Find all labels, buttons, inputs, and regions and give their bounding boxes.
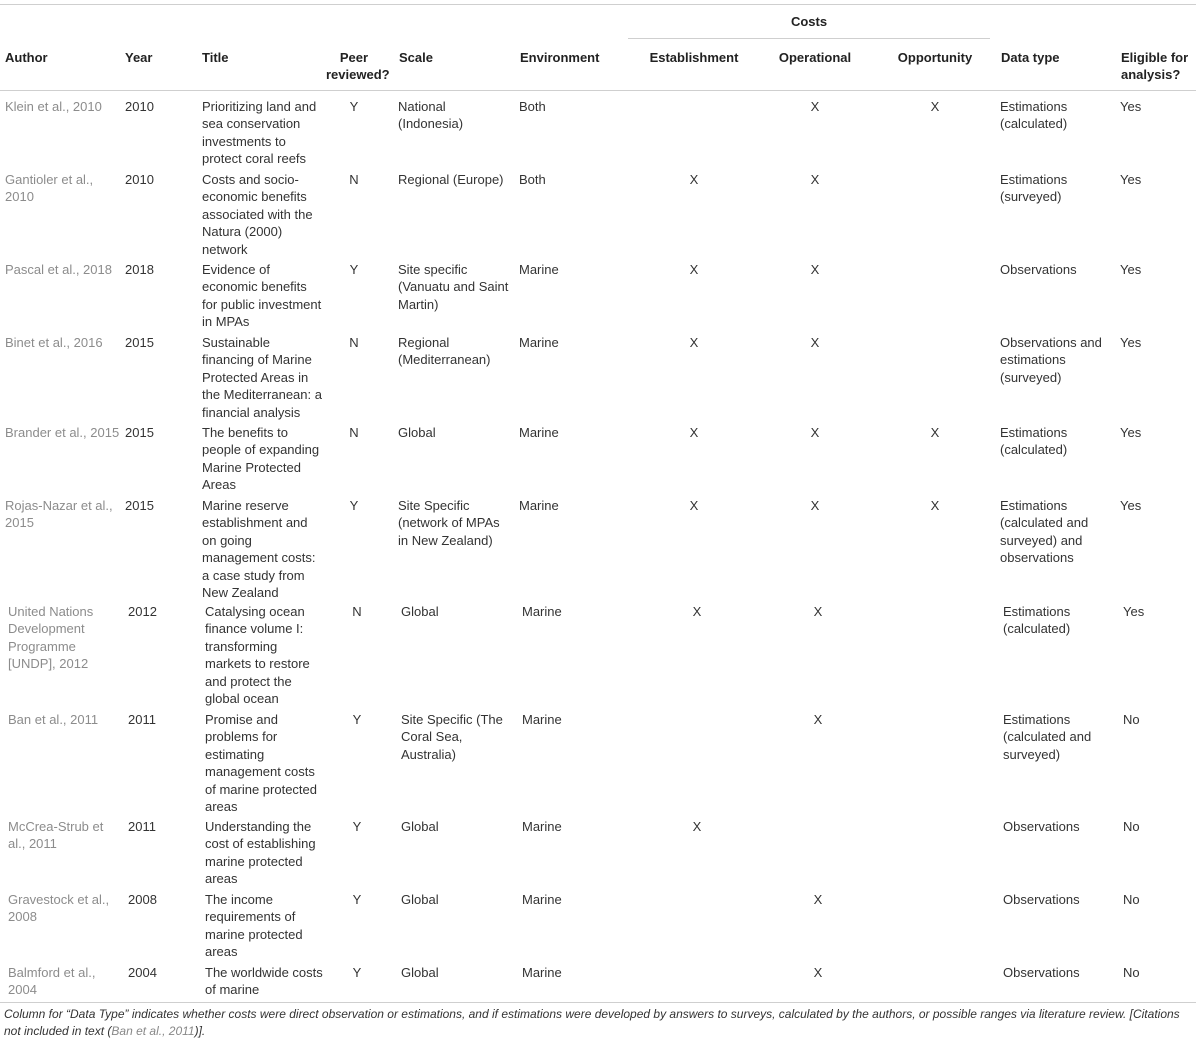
cell-author: Gantioler et al., 2010 bbox=[5, 172, 94, 205]
footnote-text: Column for “Data Type” indicates whether costs were direct observation or estimations, and if estimations were developed by answers to surveys, calculated by the authors, or possible ranges via literature review. [Citations not included in text ( bbox=[4, 1007, 1180, 1038]
cell-peer-reviewed: N bbox=[349, 172, 359, 187]
cell-author: McCrea-Strub et al., 2011 bbox=[8, 819, 104, 852]
cell-establishment: X bbox=[689, 498, 699, 513]
cell-author: Gravestock et al., 2008 bbox=[8, 892, 110, 925]
cell-author: Ban et al., 2011 bbox=[8, 712, 99, 727]
cell-year: 2015 bbox=[125, 425, 154, 440]
cell-scale: Global bbox=[398, 425, 436, 440]
cell-data-type: Estimations (calculated and surveyed) bbox=[1003, 712, 1092, 762]
cell-scale: Global bbox=[401, 892, 439, 907]
cell-eligible: Yes bbox=[1120, 335, 1142, 350]
cell-author: Pascal et al., 2018 bbox=[5, 262, 112, 277]
cell-author: Klein et al., 2010 bbox=[5, 99, 102, 114]
header-eligible: Eligible for analysis? bbox=[1121, 50, 1189, 82]
cell-data-type: Observations bbox=[1003, 965, 1080, 980]
cell-year: 2011 bbox=[128, 712, 156, 727]
cell-eligible: No bbox=[1123, 819, 1140, 834]
cell-scale: National (Indonesia) bbox=[398, 99, 464, 132]
header-environment: Environment bbox=[520, 50, 600, 65]
header-title: Title bbox=[202, 50, 229, 65]
cell-author: Brander et al., 2015 bbox=[5, 425, 120, 440]
cell-author: United Nations Development Programme [UNDP], 2012 bbox=[8, 604, 94, 672]
costs-group-rule bbox=[628, 38, 990, 39]
cell-environment: Both bbox=[519, 99, 546, 114]
header-data-type: Data type bbox=[1001, 50, 1060, 65]
cell-data-type: Estimations (surveyed) bbox=[1000, 172, 1068, 205]
cell-environment: Marine bbox=[522, 892, 562, 907]
cell-environment: Marine bbox=[519, 262, 559, 277]
table-bottom-rule bbox=[0, 1002, 1196, 1003]
header-year: Year bbox=[125, 50, 153, 65]
cell-peer-reviewed: Y bbox=[352, 892, 362, 907]
cell-author: Rojas-Nazar et al., 2015 bbox=[5, 498, 113, 531]
cell-eligible: Yes bbox=[1120, 262, 1142, 277]
cell-title: Marine reserve establishment and on going management costs: a case study from New Zealand bbox=[202, 498, 316, 601]
cell-eligible: Yes bbox=[1120, 99, 1142, 114]
cell-title: Promise and problems for estimating management costs of marine protected areas bbox=[205, 712, 318, 815]
cell-opportunity: X bbox=[930, 498, 940, 513]
cell-author: Balmford et al., 2004 bbox=[8, 965, 96, 998]
cell-environment: Marine bbox=[522, 819, 562, 834]
cell-eligible: Yes bbox=[1120, 172, 1142, 187]
cell-establishment: X bbox=[689, 262, 699, 277]
costs-group-header: Costs bbox=[790, 14, 828, 29]
cell-operational: X bbox=[810, 498, 820, 513]
cell-year: 2012 bbox=[128, 604, 157, 619]
cell-scale: Regional (Europe) bbox=[398, 172, 504, 187]
cell-environment: Marine bbox=[519, 498, 559, 513]
cell-operational: X bbox=[813, 965, 823, 980]
cell-title: Catalysing ocean finance volume I: transforming markets to restore and protect the global ocean bbox=[205, 604, 310, 707]
header-opportunity: Opportunity bbox=[897, 50, 973, 65]
cell-year: 2015 bbox=[125, 335, 154, 350]
cell-year: 2010 bbox=[125, 99, 154, 114]
cell-data-type: Observations bbox=[1003, 892, 1080, 907]
cell-peer-reviewed: Y bbox=[352, 819, 362, 834]
cell-title: Prioritizing land and sea conservation investments to protect coral reefs bbox=[202, 99, 317, 167]
cell-eligible: Yes bbox=[1123, 604, 1145, 619]
cell-establishment: X bbox=[689, 425, 699, 440]
cell-year: 2018 bbox=[125, 262, 154, 277]
header-establishment: Establishment bbox=[649, 50, 739, 65]
cell-opportunity: X bbox=[930, 99, 940, 114]
cell-eligible: Yes bbox=[1120, 425, 1142, 440]
cell-peer-reviewed: N bbox=[352, 604, 362, 619]
cell-peer-reviewed: N bbox=[349, 335, 359, 350]
cell-operational: X bbox=[810, 335, 820, 350]
cell-title: The income requirements of marine protected areas bbox=[205, 892, 303, 960]
cell-title: The benefits to people of expanding Marine Protected Areas bbox=[202, 425, 320, 493]
cell-environment: Marine bbox=[519, 335, 559, 350]
cell-peer-reviewed: Y bbox=[349, 498, 359, 513]
cell-eligible: No bbox=[1123, 965, 1140, 980]
cell-peer-reviewed: Y bbox=[349, 262, 359, 277]
cell-title: Understanding the cost of establishing marine protected areas bbox=[205, 819, 316, 887]
header-peer-reviewed: Peer reviewed? bbox=[326, 50, 390, 82]
cell-establishment: X bbox=[689, 172, 699, 187]
cell-peer-reviewed: Y bbox=[352, 965, 362, 980]
cell-eligible: Yes bbox=[1120, 498, 1142, 513]
cell-year: 2011 bbox=[128, 819, 156, 834]
cell-data-type: Estimations (calculated and surveyed) and observations bbox=[1000, 498, 1089, 566]
cell-author: Binet et al., 2016 bbox=[5, 335, 103, 350]
cell-scale: Regional (Mediterranean) bbox=[398, 335, 491, 368]
cell-operational: X bbox=[810, 172, 820, 187]
cell-operational: X bbox=[810, 262, 820, 277]
cell-data-type: Estimations (calculated) bbox=[1000, 99, 1068, 132]
cell-environment: Marine bbox=[522, 712, 562, 727]
cell-year: 2008 bbox=[128, 892, 157, 907]
cell-environment: Both bbox=[519, 172, 546, 187]
header-scale: Scale bbox=[399, 50, 433, 65]
cell-environment: Marine bbox=[522, 965, 562, 980]
cell-operational: X bbox=[813, 892, 823, 907]
cell-operational: X bbox=[813, 712, 823, 727]
cell-data-type: Observations bbox=[1000, 262, 1077, 277]
cell-title: The worldwide costs of marine bbox=[205, 965, 323, 998]
cell-title: Costs and socio-economic benefits associated with the Natura (2000) network bbox=[202, 172, 313, 257]
footnote-tail: )]. bbox=[194, 1023, 206, 1038]
cell-year: 2004 bbox=[128, 965, 157, 980]
cell-peer-reviewed: Y bbox=[349, 99, 359, 114]
cell-establishment: X bbox=[689, 335, 699, 350]
cell-year: 2015 bbox=[125, 498, 154, 513]
cell-scale: Global bbox=[401, 819, 439, 834]
footnote-citation: Ban et al., 2011 bbox=[111, 1023, 195, 1038]
header-author: Author bbox=[5, 50, 48, 65]
table-top-rule bbox=[0, 4, 1196, 5]
header-operational: Operational bbox=[778, 50, 852, 65]
cell-eligible: No bbox=[1123, 712, 1140, 727]
cell-data-type: Estimations (calculated) bbox=[1000, 425, 1068, 458]
cell-data-type: Observations bbox=[1003, 819, 1080, 834]
cell-title: Sustainable financing of Marine Protected Areas in the Mediterranean: a financial analysis bbox=[202, 335, 322, 420]
cell-title: Evidence of economic benefits for public investment in MPAs bbox=[202, 262, 322, 330]
cell-scale: Global bbox=[401, 604, 439, 619]
cell-operational: X bbox=[810, 99, 820, 114]
cell-scale: Site Specific (network of MPAs in New Zealand) bbox=[398, 498, 500, 548]
cell-operational: X bbox=[813, 604, 823, 619]
cell-environment: Marine bbox=[522, 604, 562, 619]
cell-opportunity: X bbox=[930, 425, 940, 440]
cell-operational: X bbox=[810, 425, 820, 440]
header-bottom-rule bbox=[0, 90, 1196, 91]
cell-environment: Marine bbox=[519, 425, 559, 440]
cell-eligible: No bbox=[1123, 892, 1140, 907]
table-footnote bbox=[4, 1006, 1196, 1039]
cell-data-type: Observations and estimations (surveyed) bbox=[1000, 335, 1102, 385]
cell-data-type: Estimations (calculated) bbox=[1003, 604, 1071, 637]
cell-scale: Site specific (Vanuatu and Saint Martin) bbox=[398, 262, 509, 312]
cell-scale: Site Specific (The Coral Sea, Australia) bbox=[401, 712, 503, 762]
cell-establishment: X bbox=[692, 819, 702, 834]
cell-establishment: X bbox=[692, 604, 702, 619]
cell-peer-reviewed: Y bbox=[352, 712, 362, 727]
cell-peer-reviewed: N bbox=[349, 425, 359, 440]
cell-year: 2010 bbox=[125, 172, 154, 187]
cell-scale: Global bbox=[401, 965, 439, 980]
